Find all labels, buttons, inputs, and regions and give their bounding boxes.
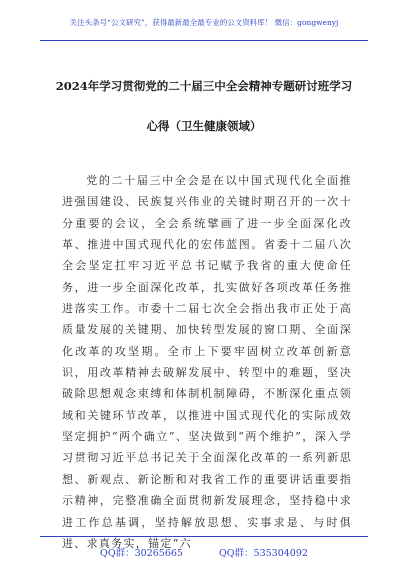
header-divider <box>40 40 368 41</box>
footer-divider <box>40 536 368 537</box>
document-title-line-2: 心得（卫生健康领域） <box>146 119 262 133</box>
footer-qq-groups <box>0 548 408 560</box>
document-body-paragraph: 党的二十届三中全会是在以中国式现代化全面推进强国建设、民族复兴伟业的关键时期召开的一次十分重要的会议，全会系统擘画了进一步全面深化改革、推进中国式现代化的宏伟蓝图。省委十二届八次全会坚定扛牢习近平总书记赋予我省的重大使命任务，进一步全面深化改革，扎实做好各项改革任务推进落实工作。市委十二届七次全会指出我市正处于高质量发展的关键期、加快转型发展的窗口期、全面深化改革的攻坚期。全市上下要牢固树立改革创新意识，用改革精神去破解发展中、转型中的难题，坚决破除思想观念束缚和体制机制障碍，不断深化重点领域和关键环节改革，以推进中国式现代化的实际成效坚定拥护“两个确立”、坚决做到“两个维护”，深入学习贯彻习近平总书记关于全面深化改革的一系列新思想、新观点、新论断和对我省工作的重要讲话重要指示精神，完整准确全面贯彻新发展理念，坚持稳中求进工作总基调，坚持解放思想、实事求是、与时俱进、求真务实，锚定“六 <box>62 174 352 550</box>
header-promo-note: 关注头条号“公文研究”，获得最新最全最专业的公文资料库！ 微信：gongwenyj <box>69 18 339 27</box>
footer-qq-group-right: QQ群：535304092 <box>218 548 308 559</box>
document-title-line-1: 2024年学习贯彻党的二十届三中全会精神专题研讨班学习 <box>55 79 353 93</box>
footer-qq-group-left: QQ群：30265665 <box>100 548 183 559</box>
